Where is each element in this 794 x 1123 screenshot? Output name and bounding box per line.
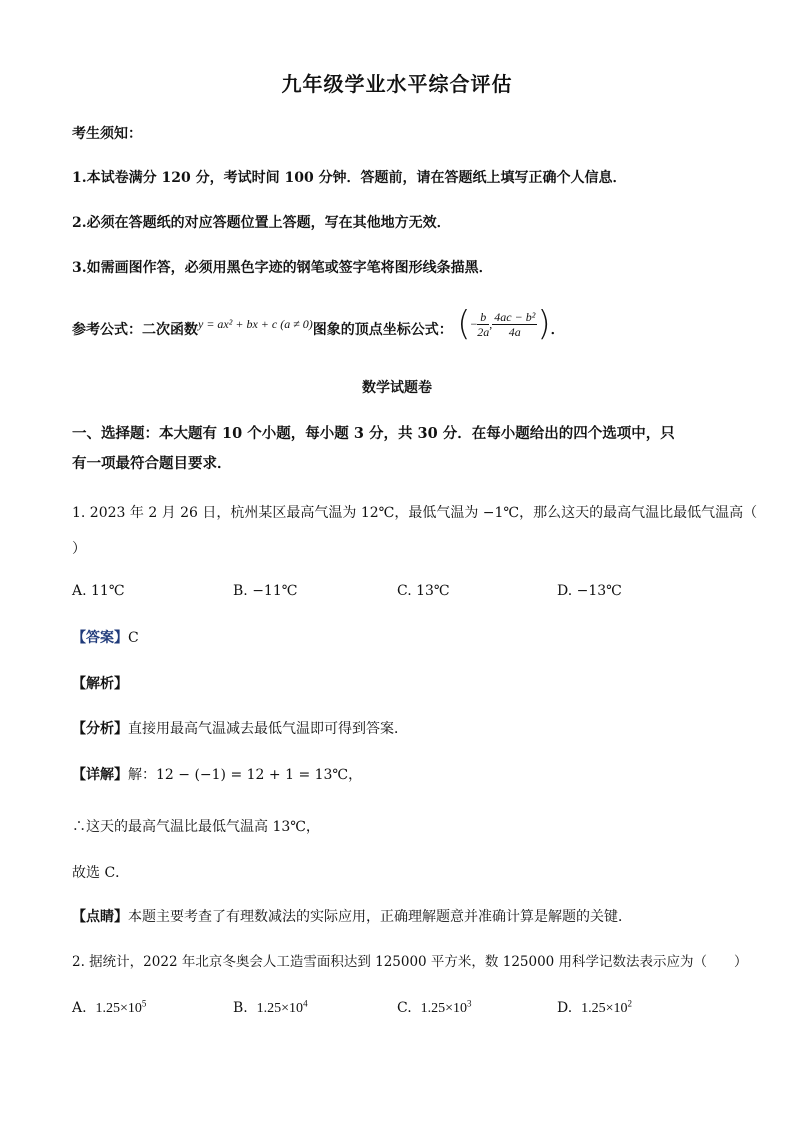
q1-stem-line1: 1. 2023 年 2 月 26 日，杭州某区最高气温为 12℃，最低气温为 −1℃，那么这天的最高气温比最低气温高（ bbox=[72, 505, 758, 521]
q2-option-d: D. $1.25\times 10^2$ bbox=[557, 998, 632, 1016]
q1-dianjing bbox=[72, 906, 632, 926]
reference-formula bbox=[72, 304, 565, 344]
answer-value: C bbox=[128, 630, 139, 646]
q1-fenxi bbox=[72, 718, 408, 738]
notice-item-1: 1.本试卷满分 120 分，考试时间 100 分钟．答题前，请在答题纸上填写正确个人信息． bbox=[72, 170, 627, 186]
q2-option-c: C. $1.25\times 10^3$ bbox=[397, 998, 472, 1016]
q1-option-c: C. 13℃ bbox=[397, 583, 450, 599]
q1-answer bbox=[72, 627, 139, 647]
analysis-tag: 【解析】 bbox=[72, 676, 128, 692]
formula-middle: 图象的顶点坐标公式： bbox=[312, 322, 453, 338]
q1-stem-line2: ） bbox=[72, 541, 86, 557]
notice-heading: 考生须知： bbox=[72, 126, 142, 142]
q1-option-d: D. −13℃ bbox=[557, 583, 622, 599]
dianjing-text: 本题主要考查了有理数减法的实际应用，正确理解题意并准确计算是解题的关键． bbox=[128, 909, 632, 925]
fenxi-text: 直接用最高气温减去最低气温即可得到答案． bbox=[128, 721, 408, 737]
formula-end: ． bbox=[550, 322, 565, 338]
xiangjie-tag: 【详解】 bbox=[72, 767, 128, 783]
vertex-x-fraction: $\frac{b}{2a}$ bbox=[477, 309, 490, 339]
section-title: 数学试题卷 bbox=[362, 380, 432, 396]
dianjing-tag: 【点睛】 bbox=[72, 909, 128, 925]
q1-option-a: A. 11℃ bbox=[72, 583, 125, 599]
q2-stem: 2. 据统计，2022 年北京冬奥会人工造雪面积达到 125000 平方米，数 125000 用科学记数法表示应为（ ） bbox=[72, 954, 748, 970]
xiangjie-text: 解：12 − (−1) = 12 + 1 = 13℃， bbox=[128, 767, 363, 783]
exam-title: 九年级学业水平综合评估 bbox=[281, 72, 513, 96]
answer-tag: 【答案】 bbox=[72, 630, 128, 646]
vertex-formula: (− $\frac{b}{2a}$ , $\frac{\text{4ac − b²}}{4a}$ ) bbox=[457, 304, 551, 344]
vertex-y-fraction: $\frac{\text{4ac − b²}}{4a}$ bbox=[494, 309, 536, 339]
q2-option-b: B. $1.25\times 10^4$ bbox=[233, 998, 308, 1016]
q1-choose: 故选 C． bbox=[72, 865, 130, 881]
formula-prefix: 参考公式：二次函数 bbox=[72, 322, 198, 338]
q1-option-b: B. −11℃ bbox=[233, 583, 298, 599]
quadratic-function: y = ax² + bx + c (a ≠ 0) bbox=[198, 317, 313, 331]
notice-item-2: 2.必须在答题纸的对应答题位置上答题，写在其他地方无效． bbox=[72, 215, 451, 231]
q1-xiangjie bbox=[72, 764, 362, 784]
part-one-heading-line2: 有一项最符合题目要求． bbox=[72, 455, 232, 472]
q1-therefore: ∴这天的最高气温比最低气温高 13℃， bbox=[72, 819, 320, 835]
part-one-heading-line1: 一、选择题：本大题有 10 个小题，每小题 3 分，共 30 分．在每小题给出的四个选项中，只 bbox=[72, 425, 675, 442]
fenxi-tag: 【分析】 bbox=[72, 721, 128, 737]
notice-item-3: 3.如需画图作答，必须用黑色字迹的钢笔或签字笔将图形线条描黑． bbox=[72, 260, 493, 276]
q2-option-a: A. $1.25\times 10^5$ bbox=[72, 998, 147, 1016]
